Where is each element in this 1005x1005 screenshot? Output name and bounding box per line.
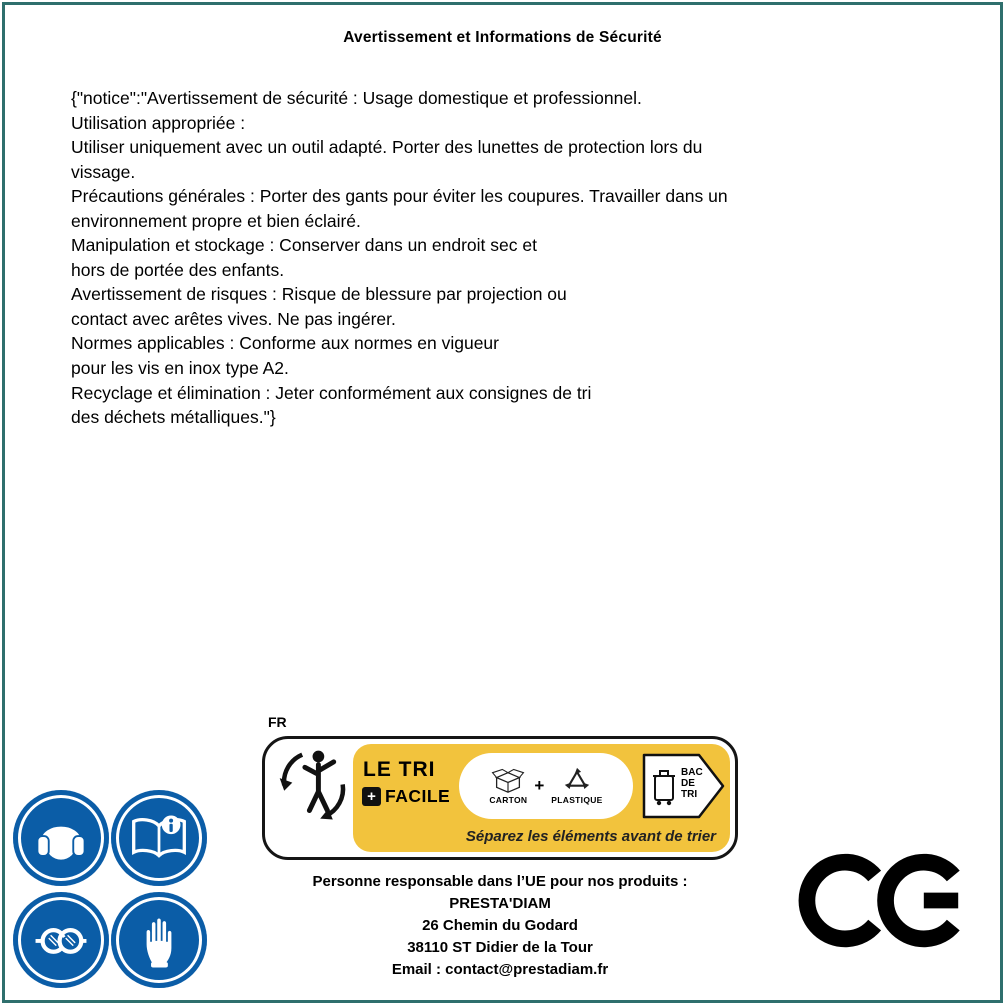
safety-goggles-icon (28, 907, 94, 973)
notice-line: pour les vis en inox type A2. (71, 358, 289, 379)
le-tri-headline: LE TRI (363, 758, 436, 781)
mandatory-sign-read-instructions (111, 790, 207, 886)
eu-responsible-block (253, 871, 747, 981)
plastic-recycle-icon (562, 767, 592, 793)
company-name: PRESTA'DIAM (449, 895, 551, 912)
bin-flag-text: BAC DE TRI (681, 767, 703, 800)
plus-separator: + (534, 776, 545, 795)
mandatory-sign-eye-protection (13, 892, 109, 988)
bin-flag (641, 752, 727, 820)
waste-bin-icon (651, 766, 677, 806)
notice-line: Manipulation et stockage : Conserver dans un endroit sec et (71, 235, 537, 256)
glove-icon (128, 909, 190, 971)
facile-headline: + FACILE (362, 786, 450, 807)
notice-line: vissage. (71, 161, 136, 182)
material-carton: CARTON (489, 767, 527, 805)
carton-box-icon (489, 767, 527, 793)
notice-line: Utiliser uniquement avec un outil adapté. Porter des lunettes de protection lors du (71, 137, 703, 158)
notice-line: des déchets métalliques."} (71, 407, 276, 428)
materials-oval (459, 753, 633, 819)
notice-line: environnement propre et bien éclairé. (71, 210, 361, 231)
notice-line: Précautions générales : Porter des gants pour éviter les coupures. Travailler dans un (71, 186, 728, 207)
notice-line: hors de portée des enfants. (71, 259, 285, 280)
notice-line: Utilisation appropriée : (71, 112, 246, 133)
ear-protection-icon (28, 805, 94, 871)
safety-notice-text (71, 86, 728, 430)
address-line: 26 Chemin du Godard (422, 917, 578, 934)
sorting-tagline: Séparez les éléments avant de trier (465, 828, 716, 845)
mandatory-sign-ear-protection (13, 790, 109, 886)
address-line: 38110 ST Didier de la Tour (407, 939, 593, 956)
notice-line: Recyclage et élimination : Jeter conformément aux consignes de tri (71, 382, 592, 403)
material-plastique: PLASTIQUE (551, 767, 602, 805)
yellow-band (353, 744, 730, 852)
notice-line: {"notice":"Avertissement de sécurité : Usage domestique et professionnel. (71, 88, 642, 108)
notice-line: Normes applicables : Conforme aux normes en vigueur (71, 333, 499, 354)
contact-email: Email : contact@prestadiam.fr (391, 961, 609, 978)
plus-icon: + (362, 787, 381, 806)
notice-line: Avertissement de risques : Risque de blessure par projection ou (71, 284, 567, 305)
ce-logo-icon (798, 849, 970, 953)
triman-sorting-label (262, 736, 738, 860)
notice-line: contact avec arêtes vives. Ne pas ingérer. (71, 308, 396, 329)
mandatory-sign-protective-gloves (111, 892, 207, 988)
triman-logo-icon (277, 746, 349, 830)
page-title: Avertissement et Informations de Sécurité (343, 29, 662, 46)
ce-marking (798, 849, 970, 958)
read-manual-icon (126, 805, 192, 871)
country-code: FR (268, 714, 287, 730)
responsible-intro: Personne responsable dans l’UE pour nos produits : (312, 873, 688, 890)
